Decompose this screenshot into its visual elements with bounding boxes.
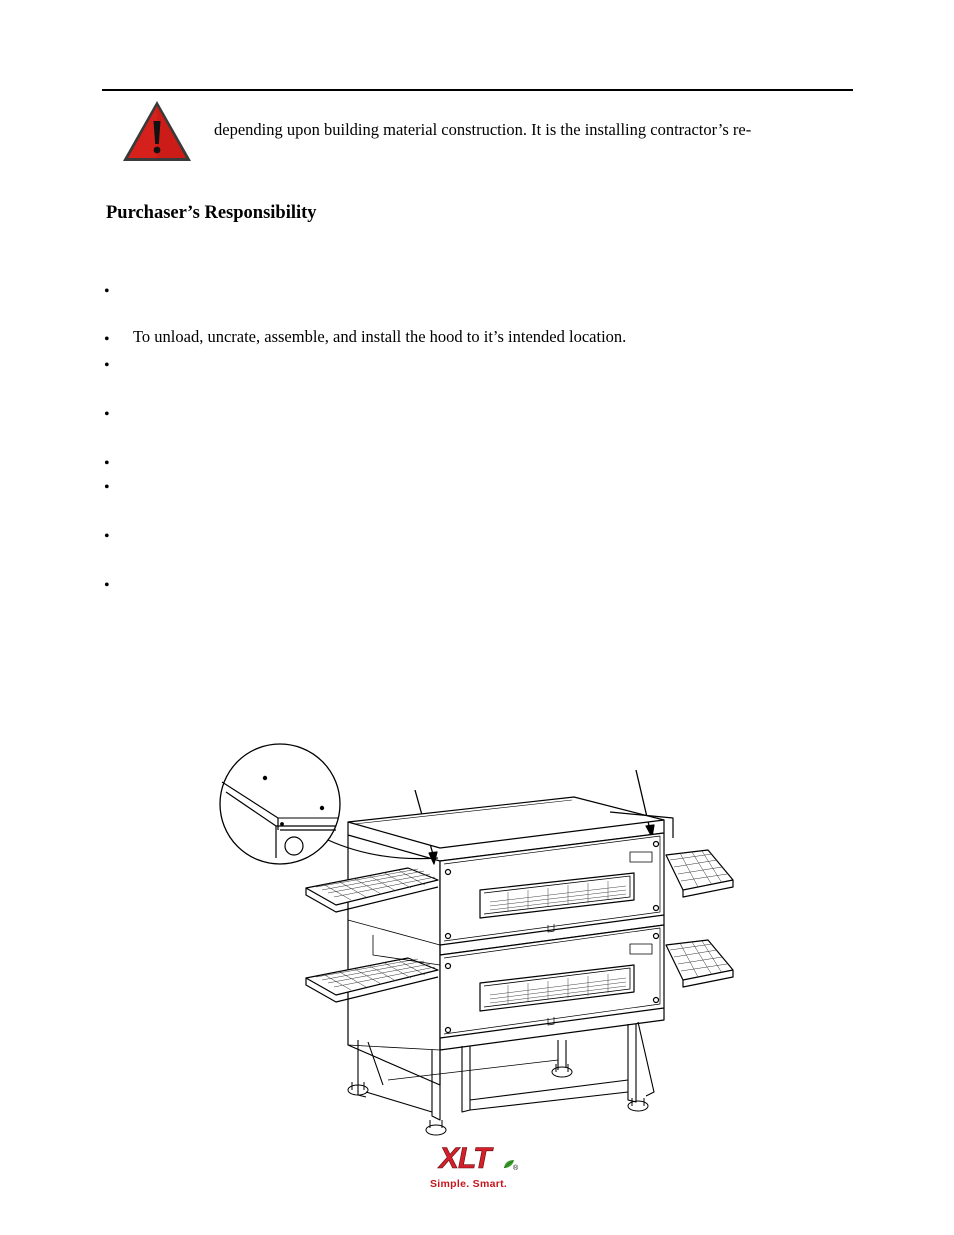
bullet-marker: • xyxy=(104,455,110,472)
logo-wordmark: XLT xyxy=(439,1142,491,1175)
section-heading: Purchaser’s Responsibility xyxy=(106,203,317,223)
bullet-marker: • xyxy=(104,331,110,348)
lower-oven-deck xyxy=(440,925,664,1038)
registered-mark: ® xyxy=(513,1165,519,1172)
bullet-marker: • xyxy=(104,528,110,545)
detail-callout xyxy=(220,744,340,864)
logo-tagline: Simple. Smart. xyxy=(430,1178,508,1190)
bullet-marker: • xyxy=(104,479,110,496)
warning-text: depending upon building material construction. It is the installing contractor’s re- xyxy=(214,120,752,139)
bullet-item-text: To unload, uncrate, assemble, and install the hood to it’s intended location. xyxy=(133,327,627,346)
bullet-marker: • xyxy=(104,406,110,423)
upper-oven-deck xyxy=(440,833,664,945)
bullet-marker: • xyxy=(104,577,110,594)
bullet-marker: • xyxy=(104,357,110,374)
warning-triangle-icon xyxy=(121,99,193,163)
header-rule xyxy=(102,89,853,91)
bullet-marker: • xyxy=(104,283,110,300)
brand-logo xyxy=(427,1143,527,1193)
oven-illustration xyxy=(218,740,738,1146)
caster-wheels xyxy=(348,1064,648,1135)
oven-stand xyxy=(358,1022,654,1120)
